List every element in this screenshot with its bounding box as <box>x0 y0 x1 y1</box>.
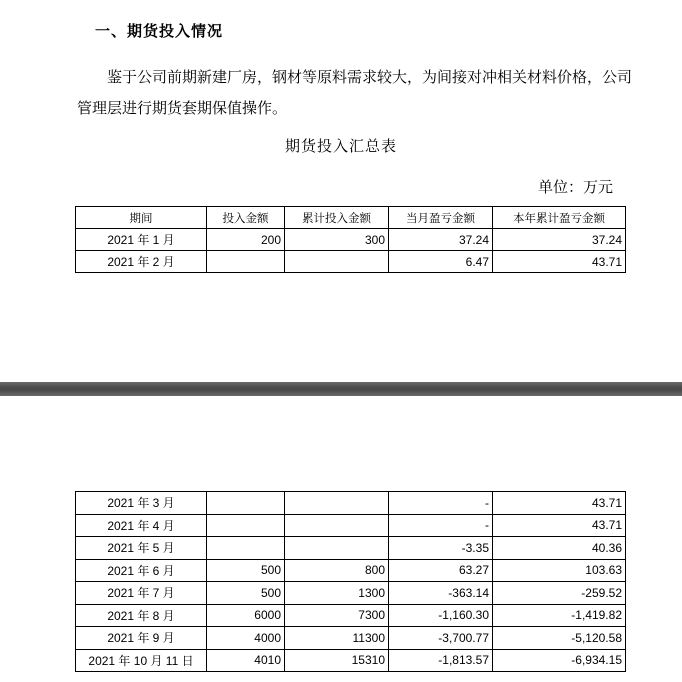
cell-cumulative-investment: 1300 <box>285 582 389 605</box>
cell-ytd-pnl: -259.52 <box>493 582 626 605</box>
table-row <box>76 627 626 650</box>
cell-investment: 4010 <box>207 649 285 672</box>
cell-cumulative-investment: 300 <box>285 229 389 251</box>
cell-ytd-pnl: 43.71 <box>493 514 626 537</box>
table-row <box>76 492 626 515</box>
cell-period: 2021 年 8 月 <box>76 604 207 627</box>
table-header-row <box>76 207 626 229</box>
table-row <box>76 537 626 560</box>
cell-monthly-pnl: 6.47 <box>389 251 493 273</box>
cell-period: 2021 年 6 月 <box>76 559 207 582</box>
cell-monthly-pnl: -3.35 <box>389 537 493 560</box>
table-row <box>76 514 626 537</box>
cell-investment: 500 <box>207 559 285 582</box>
body-paragraph-text: 鉴于公司前期新建厂房，钢材等原料需求较大，为间接对冲相关材料价格，公司管理层进行期货套期保值操作。 <box>77 68 633 117</box>
cell-investment: 200 <box>207 229 285 251</box>
cell-cumulative-investment <box>285 537 389 560</box>
table-row <box>76 559 626 582</box>
cell-period: 2021 年 9 月 <box>76 627 207 650</box>
section-heading: 一、期货投入情况 <box>95 22 224 40</box>
cell-monthly-pnl: -363.14 <box>389 582 493 605</box>
cell-ytd-pnl: -1,419.82 <box>493 604 626 627</box>
cell-monthly-pnl: - <box>389 514 493 537</box>
cell-monthly-pnl: -1,813.57 <box>389 649 493 672</box>
cell-investment <box>207 537 285 560</box>
cell-cumulative-investment: 7300 <box>285 604 389 627</box>
cell-cumulative-investment: 11300 <box>285 627 389 650</box>
table-title: 期货投入汇总表 <box>284 137 397 155</box>
header-period: 期间 <box>76 207 207 229</box>
cell-cumulative-investment: 15310 <box>285 649 389 672</box>
cell-ytd-pnl: 37.24 <box>493 229 626 251</box>
cell-monthly-pnl: 63.27 <box>389 559 493 582</box>
cell-investment: 6000 <box>207 604 285 627</box>
unit-label: 单位：万元 <box>538 178 614 196</box>
futures-summary-table-page2 <box>75 491 626 672</box>
cell-ytd-pnl: 43.71 <box>493 492 626 515</box>
table-row <box>76 229 626 251</box>
cell-ytd-pnl: 40.36 <box>493 537 626 560</box>
cell-monthly-pnl: -3,700.77 <box>389 627 493 650</box>
cell-monthly-pnl: -1,160.30 <box>389 604 493 627</box>
cell-investment: 500 <box>207 582 285 605</box>
cell-period: 2021 年 1 月 <box>76 229 207 251</box>
cell-investment <box>207 514 285 537</box>
cell-monthly-pnl: 37.24 <box>389 229 493 251</box>
cell-cumulative-investment <box>285 492 389 515</box>
cell-cumulative-investment <box>285 251 389 273</box>
header-cumulative-investment: 累计投入金额 <box>285 207 389 229</box>
cell-ytd-pnl: -5,120.58 <box>493 627 626 650</box>
cell-period: 2021 年 2 月 <box>76 251 207 273</box>
page-break-bar <box>0 382 682 396</box>
cell-ytd-pnl: 103.63 <box>493 559 626 582</box>
table-row <box>76 582 626 605</box>
cell-period: 2021 年 7 月 <box>76 582 207 605</box>
cell-ytd-pnl: 43.71 <box>493 251 626 273</box>
cell-period: 2021 年 4 月 <box>76 514 207 537</box>
table-row <box>76 649 626 672</box>
futures-summary-table-page1 <box>75 206 626 273</box>
cell-monthly-pnl: - <box>389 492 493 515</box>
cell-ytd-pnl: -6,934.15 <box>493 649 626 672</box>
header-ytd-pnl: 本年累计盈亏金额 <box>493 207 626 229</box>
header-investment: 投入金额 <box>207 207 285 229</box>
cell-investment <box>207 492 285 515</box>
cell-cumulative-investment: 800 <box>285 559 389 582</box>
cell-period: 2021 年 10 月 11 日 <box>76 649 207 672</box>
cell-period: 2021 年 5 月 <box>76 537 207 560</box>
header-monthly-pnl: 当月盈亏金额 <box>389 207 493 229</box>
cell-cumulative-investment <box>285 514 389 537</box>
cell-period: 2021 年 3 月 <box>76 492 207 515</box>
cell-investment <box>207 251 285 273</box>
table-row <box>76 251 626 273</box>
cell-investment: 4000 <box>207 627 285 650</box>
table-row <box>76 604 626 627</box>
body-paragraph <box>77 62 632 124</box>
